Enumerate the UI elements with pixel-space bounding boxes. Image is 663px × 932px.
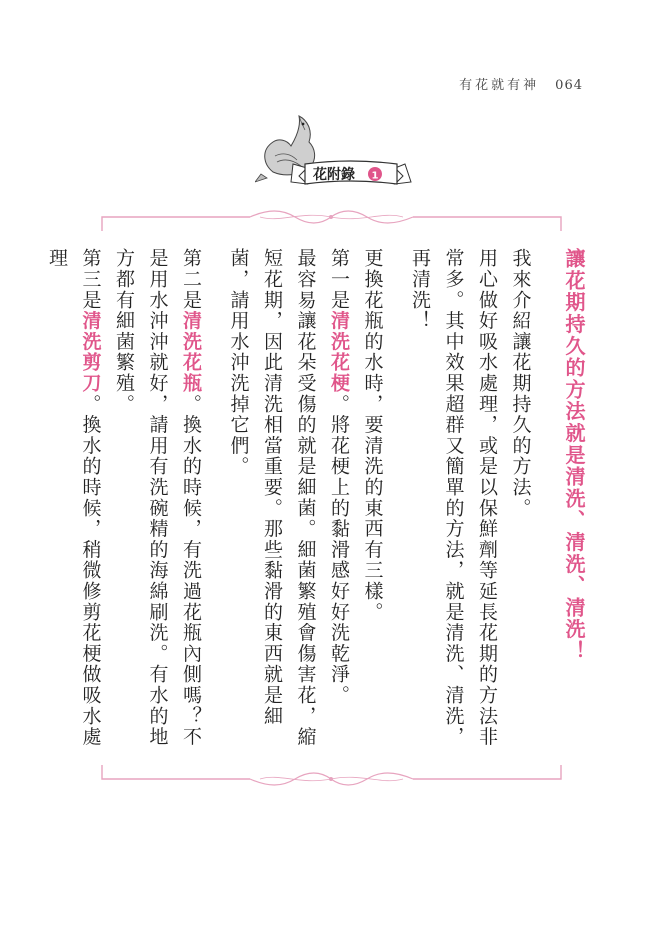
- paragraph-methods: 用心做好吸水處理，或是以保鮮劑等延長花期的方法非常多。其中效果超群又簡單的方法，就是清洗、清洗，再清洗！: [409, 248, 498, 748]
- paragraph-first: [322, 248, 356, 758]
- third-rest: 。換水的時候，稍微修剪花梗做吸水處理: [46, 248, 102, 748]
- ribbon-banner: [291, 161, 411, 184]
- paragraph-three-things: 更換花瓶的水時，要清洗的東西有三樣。: [361, 248, 384, 623]
- page-number: 064: [555, 78, 583, 93]
- frame-bottom-divider: [100, 765, 563, 791]
- body-text: [46, 248, 590, 758]
- paragraph-second: [107, 248, 208, 758]
- paragraph-third: [40, 248, 107, 758]
- book-title: 有花就有神: [459, 78, 540, 93]
- running-head: [459, 74, 583, 93]
- first-rest: 。將花梗上的黏滑感好好洗乾淨。: [328, 393, 350, 706]
- second-rest: 。換水的時候，有洗過花瓶內側嗎？不是用水沖沖就好，請用有洗碗精的海綿刷洗。有水的地方都有細菌繁殖。: [113, 248, 202, 748]
- second-lead: 第二是: [180, 248, 202, 311]
- first-lead: 第一是: [328, 248, 350, 311]
- banner-label: 花附錄: [313, 167, 355, 183]
- section-heading: 讓花期持久的方法就是清洗、清洗、清洗！: [562, 248, 586, 663]
- badge-number: 1: [371, 170, 379, 182]
- bird-ribbon-emblem: [255, 112, 415, 192]
- paragraph-intro: 我來介紹讓花期持久的方法。: [509, 248, 532, 519]
- paragraph-bacteria: 最容易讓花朵受傷的就是細菌。細菌繁殖會傷害花，縮短花期，因此清洗相當重要。那些黏滑的東西就是細菌，請用水沖洗掉它們。: [227, 248, 317, 748]
- frame-top-divider: [100, 205, 563, 231]
- first-emphasis: 清洗花梗: [328, 310, 350, 394]
- third-lead: 第三是: [79, 248, 102, 311]
- third-emphasis: 清洗剪刀: [79, 310, 102, 394]
- second-emphasis: 清洗花瓶: [180, 310, 202, 394]
